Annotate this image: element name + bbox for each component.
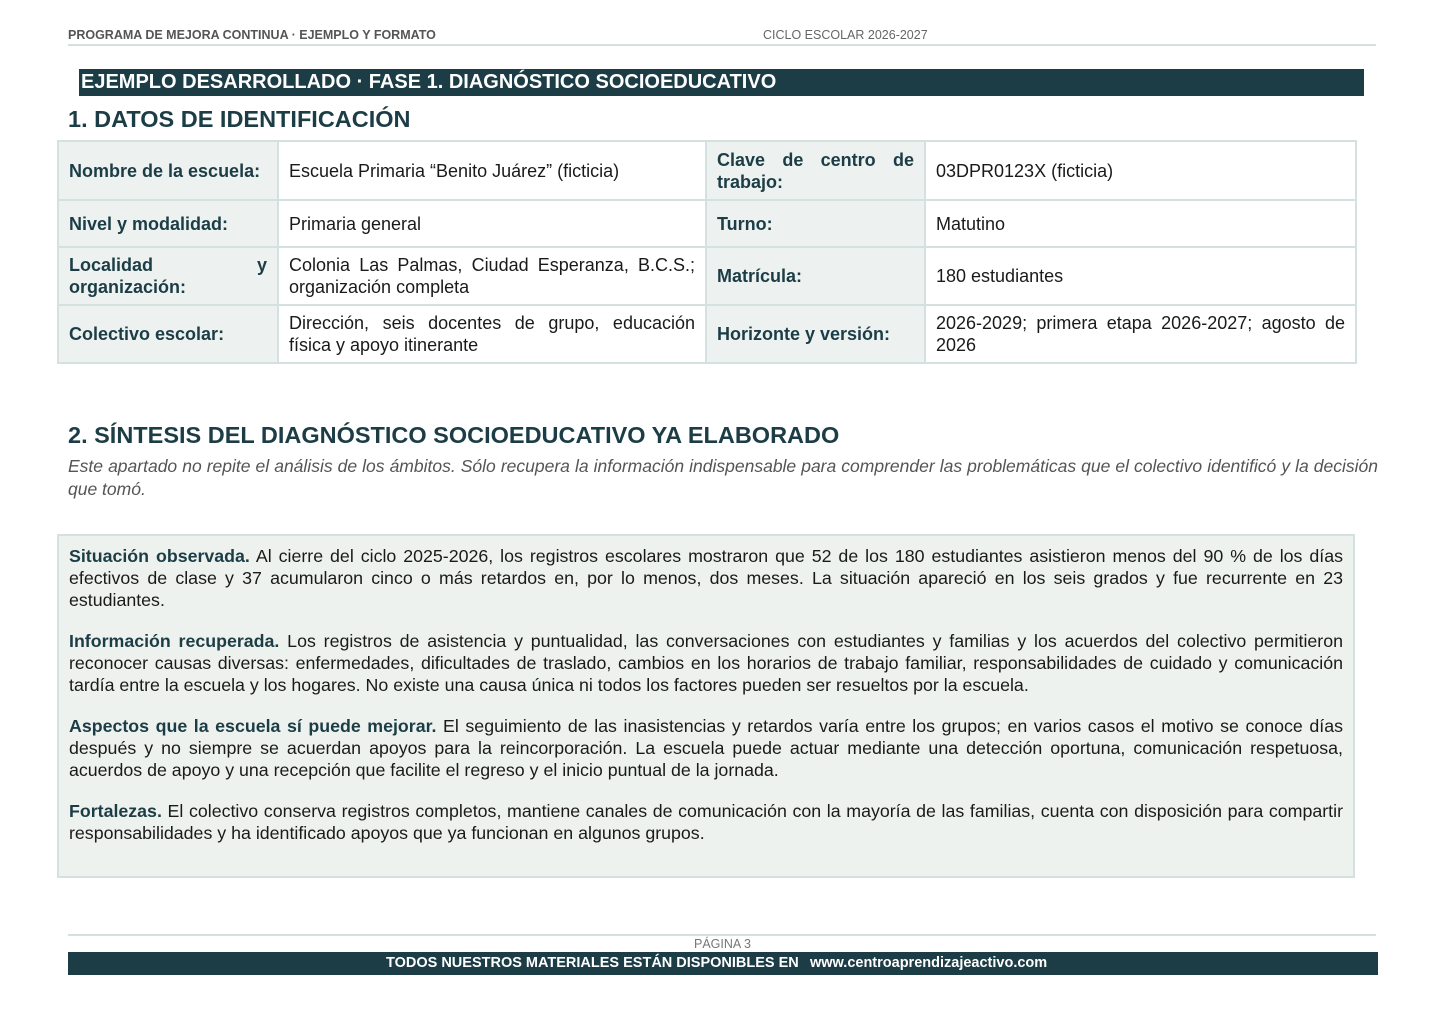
table-row [58,247,1356,305]
paragraph-text: Al cierre del ciclo 2025-2026, los registros escolares mostraron que 52 de los 180 estudiantes asistieron menos del 90 % de los días efectivos de clase y 37 acumularon cinco o más retardos en, por lo menos, dos meses. La situación apareció en los seis grados y fue recurrente en 23 estudiantes. [69,546,1343,610]
phase-banner: EJEMPLO DESARROLLADO · FASE 1. DIAGNÓSTICO SOCIOEDUCATIVO [79,69,1364,96]
table-row [58,305,1356,363]
paragraph-recovered-information [69,630,1343,696]
paragraph-text: Los registros de asistencia y puntualidad, las conversaciones con estudiantes y familias y los acuerdos del colectivo permitieron reconocer causas diversas: enfermedades, dificultades de traslado, cambios en los horarios de trabajo familiar, responsabilidades de cuidado y comunicación tardía entre la escuela y los hogares. No existe una causa única ni todos los factores pueden ser resueltos por la escuela. [69,631,1343,695]
label-work-center-key: Clave de centro de trabajo: [706,141,925,200]
value-level-modality: Primaria general [278,200,706,247]
paragraph-lead: Situación observada. [69,546,250,566]
value-school-collective: Dirección, seis docentes de grupo, educación física y apoyo itinerante [278,305,706,363]
label-school-name: Nombre de la escuela: [58,141,278,200]
label-level-modality: Nivel y modalidad: [58,200,278,247]
label-locality-organization: Localidad y organización: [58,247,278,305]
section-2-title: 2. SÍNTESIS DEL DIAGNÓSTICO SOCIOEDUCATIVO YA ELABORADO [68,422,840,448]
paragraph-observed-situation [69,545,1343,611]
value-horizon-version: 2026-2029; primera etapa 2026-2027; agosto de 2026 [925,305,1356,363]
identification-table [57,140,1357,364]
value-shift: Matutino [925,200,1356,247]
table-row [58,141,1356,200]
paragraph-lead: Fortalezas. [69,801,162,821]
footer-website-link[interactable]: www.centroaprendizajeactivo.com [810,955,1048,971]
value-work-center-key: 03DPR0123X (ficticia) [925,141,1356,200]
diagnosis-synthesis-box [57,534,1355,878]
paragraph-strengths [69,800,1343,844]
footer-bar [68,952,1378,975]
header-school-cycle: CICLO ESCOLAR 2026-2027 [763,28,928,42]
paragraph-text: El colectivo conserva registros completos, mantiene canales de comunicación con la mayoría de las familias, cuenta con disposición para compartir responsabilidades y ha identificado apoyos que ya funcionan en algunos grupos. [69,801,1343,843]
header-program-title: PROGRAMA DE MEJORA CONTINUA · EJEMPLO Y FORMATO [68,28,436,42]
paragraph-text: El seguimiento de las inasistencias y retardos varía entre los grupos; en varios casos el motivo se conoce días después y no siempre se acuerdan apoyos para la reincorporación. La escuela puede actuar mediante una detección oportuna, comunicación respetuosa, acuerdos de apoyo y una recepción que facilite el regreso y el inicio puntual de la jornada. [69,716,1343,780]
paragraph-improvable-aspects [69,715,1343,781]
value-enrollment: 180 estudiantes [925,247,1356,305]
table-row [58,200,1356,247]
page-header [68,26,1376,46]
paragraph-lead: Aspectos que la escuela sí puede mejorar. [69,716,437,736]
label-enrollment: Matrícula: [706,247,925,305]
section-2-intro: Este apartado no repite el análisis de los ámbitos. Sólo recupera la información indispensable para comprender las problemáticas que el colectivo identificó y la decisión que tomó. [68,456,1378,499]
footer-divider [68,934,1376,936]
section-1-title: 1. DATOS DE IDENTIFICACIÓN [68,106,411,132]
label-shift: Turno: [706,200,925,247]
footer-text: TODOS NUESTROS MATERIALES ESTÁN DISPONIBLES EN [386,955,799,971]
value-locality-organization: Colonia Las Palmas, Ciudad Esperanza, B.C.S.; organización completa [278,247,706,305]
paragraph-lead: Información recuperada. [69,631,280,651]
label-school-collective: Colectivo escolar: [58,305,278,363]
label-horizon-version: Horizonte y versión: [706,305,925,363]
value-school-name: Escuela Primaria “Benito Juárez” (ficticia) [278,141,706,200]
page-number: PÁGINA 3 [694,937,751,951]
